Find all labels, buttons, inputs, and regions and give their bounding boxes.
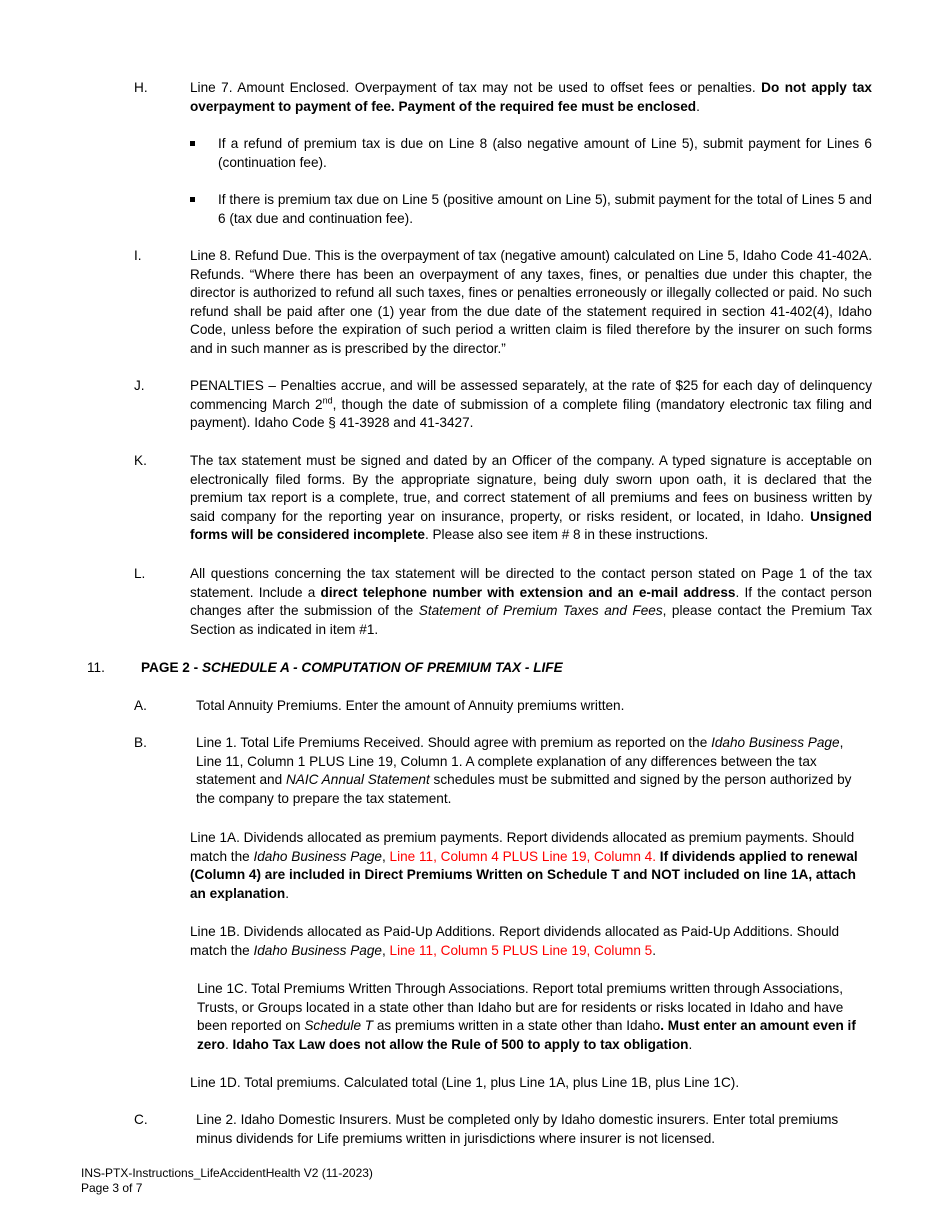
square-bullet-icon	[190, 197, 195, 202]
line-1c-text: Line 1C. Total Premiums Written Through Associations. Report total premiums written through Associations, Trusts, or Groups located in a state other than Idaho but are for residents or risks located in Idaho and have been reported on Schedule T as premiums written in a state other than Idaho. Must enter an amount even if zero. Idaho Tax Law does not allow the Rule of 500 to apply to tax obligation.	[197, 981, 856, 1052]
item-a-text: Total Annuity Premiums. Enter the amount of Annuity premiums written.	[196, 698, 625, 713]
line-1d-text: Line 1D. Total premiums. Calculated total (Line 1, plus Line 1A, plus Line 1B, plus Line 1C).	[190, 1075, 740, 1090]
line-1a-text: Line 1A. Dividends allocated as premium payments. Report dividends allocated as premium payments. Should match the Idaho Business Page, Line 11, Column 4 PLUS Line 19, Column 4. If dividends applied to renewal (Column 4) are included in Direct Premiums Written on Schedule T and NOT included on line 1A, attach an explanation.	[190, 830, 858, 901]
item-j-text: PENALTIES – Penalties accrue, and will be assessed separately, at the rate of $25 for each day of delinquency commencing March 2nd, though the date of submission of a complete filing (mandatory electronic tax filing and payment). Idaho Code § 41-3928 and 41-3427.	[190, 378, 872, 431]
section-number: 11.	[87, 660, 105, 675]
item-b-text: Line 1. Total Life Premiums Received. Should agree with premium as reported on the Idaho Business Page, Line 11, Column 1 PLUS Line 19, Column 1. A complete explanation of any differences between the tax statement and NAIC Annual Statement schedules must be submitted and signed by the person authorized by the company to prepare the tax statement.	[196, 735, 852, 806]
square-bullet-icon	[190, 141, 195, 146]
item-h-text: Line 7. Amount Enclosed. Overpayment of tax may not be used to offset fees or penalties. Do not apply tax overpayment to payment of fee. Payment of the required fee must be enclosed.	[190, 80, 872, 114]
item-letter: C.	[134, 1112, 148, 1127]
document-page: H. Line 7. Amount Enclosed. Overpayment of tax may not be used to offset fees or penalties. Do not apply tax overpayment to payment of fee. Payment of the required fee must be enclosed. If a refund of premium tax is due on Line 8 (also negative amount of Line 5), submit payment for Lines 6 (continuation fee). If there is premium tax due on Line 5 (positive amount on Line 5), submit payment for the total of Lines 5 and 6 (tax due and continuation fee). I. Line 8. Refund Due. This is the overpayment of tax (negative amount) calculated on Line 5, Idaho Code 41-402A. Refunds. “Where there has been an overpayment of any taxes, fines, or penalties due under this chapter, the director is authorized to refund all such taxes, fines or penalties erroneously or illegally collected or paid. No such refund shall be paid after one (1) year from the due date of the statement required in section 41-402(4), Idaho Code, unless before the expiration of such period a written claim is filed therefore by the insurer on such forms and in such manner as is prescribed by the director.” J. PENALTIES – Penalties accrue, and will be assessed separately, at the rate of $25 for each day of delinquency commencing March 2nd, though the date of submission of a complete filing (mandatory electronic tax filing and payment). Idaho Code § 41-3928 and 41-3427. K. The tax statement must be signed and dated by an Officer of the company. A typed signature is acceptable on electronically filed forms. By the appropriate signature, being duly sworn upon oath, it is declared that the premium tax report is a complete, true, and correct statement of all premiums and fees on business written by said company for the reporting year on insurance, property, or risks resident, or located, in Idaho. Unsigned forms will be considered incomplete. Please also see item # 8 in these instructions. L. All questions concerning the tax statement will be directed to the contact person stated on Page 1 of the tax statement. Include a direct telephone number with extension and an e-mail address. If the contact person changes after the submission of the Statement of Premium Taxes and Fees, please contact the Premium Tax Section as indicated in item #1. 11. PAGE 2 - SCHEDULE A - COMPUTATION OF PREMIUM TAX - LIFE A. Total Annuity Premiums. Enter the amount of Annuity premiums written. B. Line 1. Total Life Premiums Received. Should agree with premium as reported on the Idaho Business Page, Line 11, Column 1 PLUS Line 19, Column 1. A complete explanation of any differences between the tax statement and NAIC Annual Statement schedules must be submitted and signed by the person authorized by the company to prepare the tax statement. Line 1A. Dividends allocated as premium payments. Report dividends allocated as premium payments. Should match the Idaho Business Page, Line 11, Column 4 PLUS Line 19, Column 4. If dividends applied to renewal (Column 4) are included in Direct Premiums Written on Schedule T and NOT included on line 1A, attach an explanation. Line 1B. Dividends allocated as Paid-Up Additions. Report dividends allocated as Paid-Up Additions. Should match the Idaho Business Page, Line 11, Column 5 PLUS Line 19, Column 5. Line 1C. Total Premiums Written Through Associations. Report total premiums written through Associations, Trusts, or Groups located in a state other than Idaho but are for residents or risks located in Idaho and have been reported on Schedule T as premiums written in a state other than Idaho. Must enter an amount even if zero. Idaho Tax Law does not allow the Rule of 500 to apply to tax obligation. Line 1D. Total premiums. Calculated total (Line 1, plus Line 1A, plus Line 1B, plus Line 1C). C. Line 2. Idaho Domestic Insurers. Must be completed only by Idaho domestic insurers. Enter total premiums minus dividends for Life premiums written in jurisdictions where insurer is not licensed. INS-PTX-Instructions_LifeAccidentHealth V2 (11-2023) Page 3 of 7	[81, 80, 872, 1195]
item-i-text: Line 8. Refund Due. This is the overpayment of tax (negative amount) calculated on Line 5, Idaho Code 41-402A. Refunds. “Where there has been an overpayment of any taxes, fines, or penalties due under this chapter, the director is authorized to refund all such taxes, fines or penalties erroneously or illegally collected or paid. No such refund shall be paid after one (1) year from the due date of the statement required in section 41-402(4), Idaho Code, unless before the expiration of such period a written claim is filed therefore by the insurer on such forms and in such manner as is prescribed by the director.”	[190, 248, 872, 356]
item-letter: B.	[134, 735, 147, 750]
item-letter: J.	[134, 378, 145, 393]
section-title: PAGE 2 - SCHEDULE A - COMPUTATION OF PREMIUM TAX - LIFE	[141, 660, 563, 675]
item-letter: H.	[134, 80, 148, 95]
item-letter: A.	[134, 698, 147, 713]
footer-page-number: Page 3 of 7	[81, 1181, 143, 1195]
item-k-text: The tax statement must be signed and dated by an Officer of the company. A typed signature is acceptable on electronically filed forms. By the appropriate signature, being duly sworn upon oath, it is declared that the premium tax report is a complete, true, and correct statement of all premiums and fees on business written by said company for the reporting year on insurance, property, or risks resident, or located, in Idaho. Unsigned forms will be considered incomplete. Please also see item # 8 in these instructions.	[190, 453, 872, 543]
item-letter: I.	[134, 248, 142, 263]
line-1b-text: Line 1B. Dividends allocated as Paid-Up Additions. Report dividends allocated as Paid-Up Additions. Should match the Idaho Business Page, Line 11, Column 5 PLUS Line 19, Column 5.	[190, 924, 840, 958]
footer-form-id: INS-PTX-Instructions_LifeAccidentHealth V2 (11-2023)	[81, 1166, 373, 1180]
item-letter: L.	[134, 566, 146, 581]
item-letter: K.	[134, 453, 147, 468]
item-l-text: All questions concerning the tax statement will be directed to the contact person stated on Page 1 of the tax statement. Include a direct telephone number with extension and an e-mail address. If the contact person changes after the submission of the Statement of Premium Taxes and Fees, please contact the Premium Tax Section as indicated in item #1.	[190, 566, 872, 637]
item-c-text: Line 2. Idaho Domestic Insurers. Must be completed only by Idaho domestic insurers. Enter total premiums minus dividends for Life premiums written in jurisdictions where insurer is not licensed.	[196, 1112, 839, 1146]
